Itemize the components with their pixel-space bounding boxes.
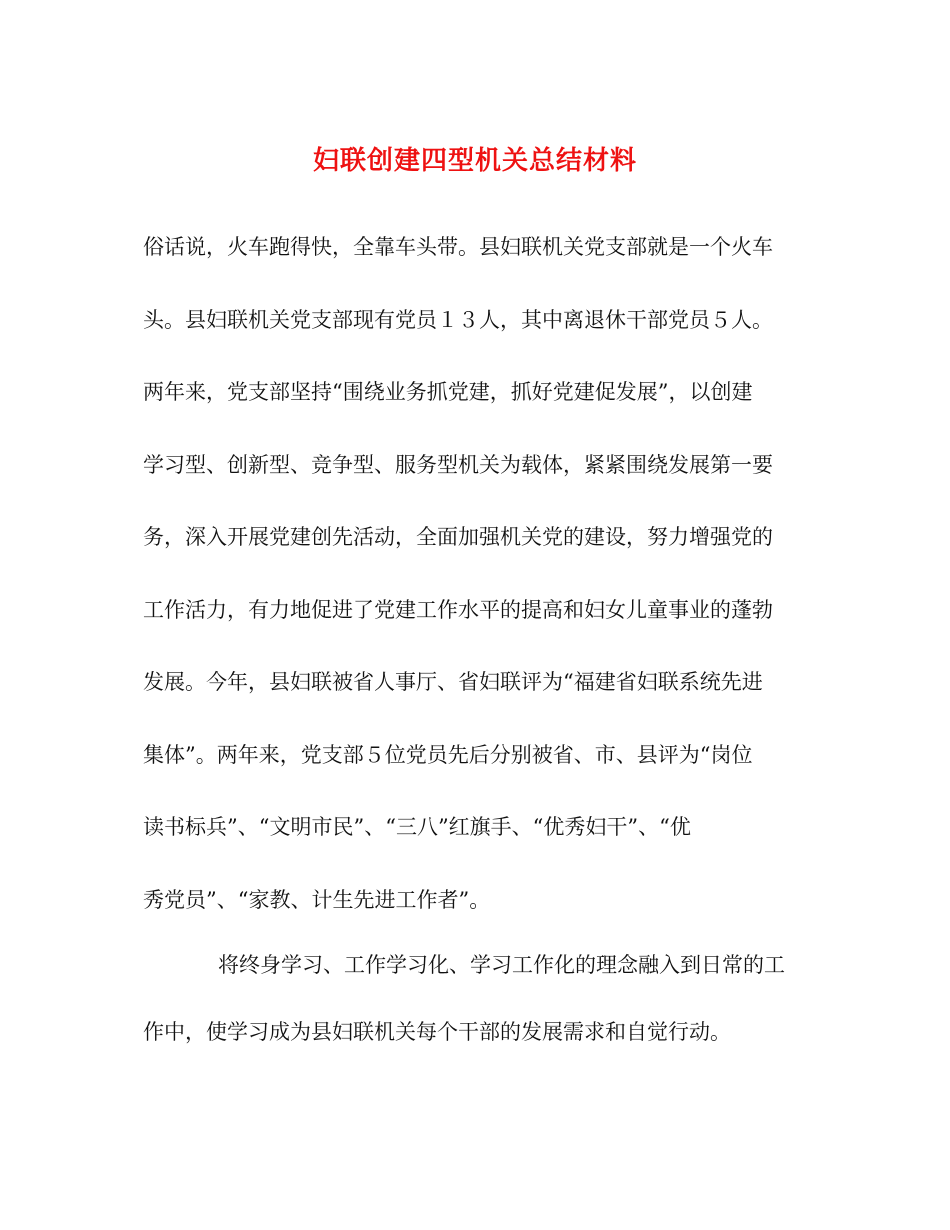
paragraph-line: 发展。今年，县妇联被省人事厅、省妇联评为“福建省妇联系统先进 [143,670,763,694]
paragraph-line: 读书标兵”、“文明市民”、“三八”红旗手、“优秀妇干”、“优 [143,815,691,839]
paragraph-line: 头。县妇联机关党支部现有党员１３人，其中离退休干部党员５人。 [143,308,773,332]
document-title: 妇联创建四型机关总结材料 [312,146,637,176]
paragraph-line: 务，深入开展党建创先活动，全面加强机关党的建设，努力增强党的 [143,525,773,549]
paragraph-line: 两年来，党支部坚持“围绕业务抓党建，抓好党建促发展”，以创建 [143,380,753,404]
paragraph-line: 集体”。两年来，党支部５位党员先后分别被省、市、县评为“岗位 [143,743,753,767]
paragraph-line: 学习型、创新型、竞争型、服务型机关为载体，紧紧围绕发展第一要 [143,453,773,477]
paragraph-line-indented: 将终身学习、工作学习化、学习工作化的理念融入到日常的工 [218,953,785,977]
paragraph-line: 秀党员”、“家教、计生先进工作者”。 [143,888,491,912]
paragraph-line: 俗话说，火车跑得快，全靠车头带。县妇联机关党支部就是一个火车 [143,235,773,259]
paragraph-line: 工作活力，有力地促进了党建工作水平的提高和妇女儿童事业的蓬勃 [143,598,773,622]
paragraph-line: 作中，使学习成为县妇联机关每个干部的发展需求和自觉行动。 [143,1020,731,1044]
